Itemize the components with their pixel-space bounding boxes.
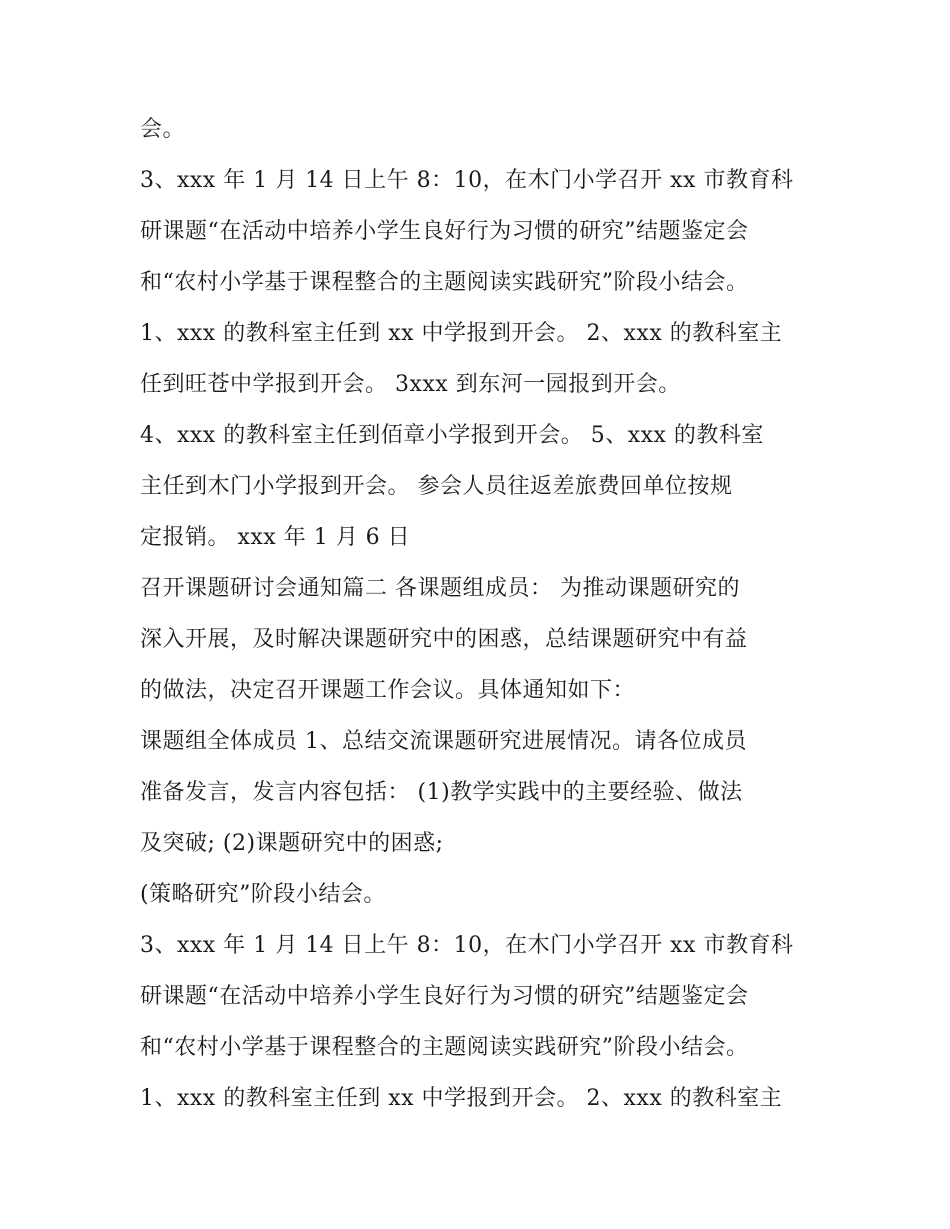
text-line-18: 研课题“在活动中培养小学生良好行为习惯的研究”结题鉴定会 (140, 984, 749, 1009)
text-line-6: 任到旺苍中学报到开会。 3xxx 到东河一园报到开会。 (140, 372, 681, 397)
text-line-7: 4、xxx 的教科室主任到佰章小学报到开会。 5、xxx 的教科室 (140, 423, 764, 448)
text-line-3: 研课题“在活动中培养小学生良好行为习惯的研究”结题鉴定会 (140, 219, 749, 244)
text-line-10: 召开课题研讨会通知篇二 各课题组成员： 为推动课题研究的 (140, 576, 740, 601)
text-line-2: 3、xxx 年 1 月 14 日上午 8：10，在木门小学召开 xx 市教育科 (140, 168, 794, 193)
text-line-13: 课题组全体成员 1、总结交流课题研究进展情况。请各位成员 (140, 729, 747, 754)
text-line-8: 主任到木门小学报到开会。 参会人员往返差旅费回单位按规 (140, 474, 733, 499)
text-line-11: 深入开展，及时解决课题研究中的困惑，总结课题研究中有益 (140, 627, 748, 652)
text-line-17: 3、xxx 年 1 月 14 日上午 8：10，在木门小学召开 xx 市教育科 (140, 933, 794, 958)
document-body (140, 104, 830, 1124)
text-line-20: 1、xxx 的教科室主任到 xx 中学报到开会。 2、xxx 的教科室主 (140, 1086, 783, 1111)
text-line-5: 1、xxx 的教科室主任到 xx 中学报到开会。 2、xxx 的教科室主 (140, 321, 783, 346)
text-line-14: 准备发言，发言内容包括： (1)教学实践中的主要经验、做法 (140, 780, 743, 805)
text-line-12: 的做法，决定召开课题工作会议。具体通知如下： (140, 678, 636, 703)
text-line-1: 会。 (140, 117, 186, 142)
text-line-16: (策略研究”阶段小结会。 (140, 882, 386, 907)
text-line-15: 及突破; (2)课题研究中的困惑; (140, 831, 444, 856)
text-line-19: 和“农村小学基于课程整合的主题阅读实践研究”阶段小结会。 (140, 1035, 749, 1060)
text-line-9: 定报销。 xxx 年 1 月 6 日 (140, 525, 411, 550)
text-line-4: 和“农村小学基于课程整合的主题阅读实践研究”阶段小结会。 (140, 270, 749, 295)
